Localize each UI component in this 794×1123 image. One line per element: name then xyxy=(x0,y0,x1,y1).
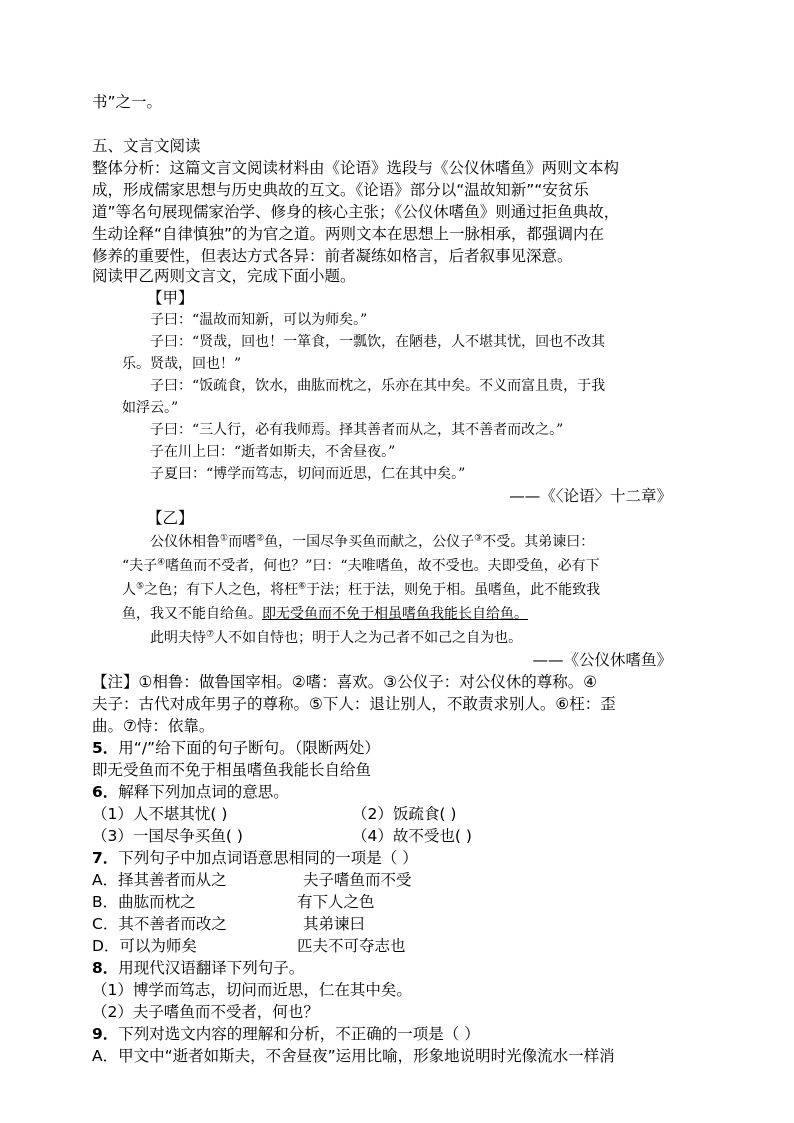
jia-line: 子在川上曰：“逝者如斯夫，不舍昼夜。” xyxy=(150,444,396,460)
jia-line: 子曰：“贤哉，回也！一箪食，一瓢饮，在陋巷，人不堪其忧，回也不改其 xyxy=(150,334,606,350)
question-text: 用现代汉语翻译下列句子。 xyxy=(118,959,305,977)
analysis-line: 整体分析：这篇文言文阅读材料由《论语》选段与《公仪休嗜鱼》两则文本构 xyxy=(92,159,620,177)
jia-line: 子曰：“饭疏食，饮水，曲肱而枕之，乐亦在其中矣。不义而富且贵，于我 xyxy=(150,378,606,394)
yi-text: “夫子 xyxy=(122,558,158,574)
instruction-text: 阅读甲乙两则文言文，完成下面小题。 xyxy=(92,267,356,285)
q7-option-c: C．其不善者而改之 xyxy=(92,915,227,933)
question-text: 下列句子中加点词语意思相同的一项是（ ） xyxy=(118,849,418,867)
yi-label: 【乙】 xyxy=(147,509,194,527)
yi-text: 人 xyxy=(122,582,136,598)
notes-line: 曲。⑦恃：依靠。 xyxy=(92,717,215,735)
yi-line xyxy=(150,532,594,552)
question-text: 解释下列加点词的意思。 xyxy=(118,783,289,801)
analysis-line: 道”等名句展现儒家治学、修身的核心主张；《公仪休嗜鱼》则通过拒鱼典故， xyxy=(92,203,620,221)
analysis-line: 生动诠释“自律慎独”的为官之道。两则文本在思想上一脉相承，都强调内在 xyxy=(92,225,605,243)
q7-option-d: D．可以为师矣 xyxy=(92,937,197,955)
question-text: 用“/”给下面的句子断句。（限断两处） xyxy=(118,739,380,757)
jia-line: 乐。贤哉，回也！” xyxy=(122,356,242,372)
question-number: 7． xyxy=(92,849,119,867)
continuation-text: 书”之一。 xyxy=(92,93,163,111)
yi-text: 而嗜 xyxy=(228,534,257,550)
q6-item-4: （4）故不受也( ) xyxy=(352,827,472,845)
jia-line: 子夏曰：“博学而笃志，切问而近思，仁在其中矣。” xyxy=(150,466,466,482)
q6-item-1: （1）人不堪其忧( ) xyxy=(92,805,228,823)
yi-text: 鱼，一国尽争买鱼而献之，公仪子 xyxy=(264,534,475,550)
question-text: 下列对选文内容的理解和分析，不正确的一项是（ ） xyxy=(118,1025,480,1043)
yi-text: 不受。其弟谏曰： xyxy=(482,534,595,550)
note-marker: ③ xyxy=(474,533,483,544)
yi-source: ——《公仪休嗜鱼》 xyxy=(532,651,672,669)
jia-label: 【甲】 xyxy=(147,289,194,307)
note-marker: ① xyxy=(220,533,229,544)
note-marker: ② xyxy=(256,533,265,544)
q8-item-1: （1）博学而笃志，切问而近思，仁在其中矣。 xyxy=(92,981,412,999)
jia-line: 如浮云。” xyxy=(122,400,179,416)
q8-item-2: （2）夫子嗜鱼而不受者，何也？ xyxy=(92,1003,319,1021)
question-number: 9． xyxy=(92,1025,119,1043)
yi-text: 人不如自恃也；明于人之为己者不如己之自为也。 xyxy=(214,630,523,646)
notes-line: 夫子：古代对成年男子的尊称。⑤下人：退让别人，不敢责求别人。⑥枉：歪 xyxy=(92,695,616,713)
jia-line: 子曰：“三人行，必有我师焉。择其善者而从之，其不善者而改之。” xyxy=(150,422,564,438)
question-6 xyxy=(92,782,289,802)
q6-item-3: （3）一国尽争买鱼( ) xyxy=(92,827,243,845)
yi-line xyxy=(122,580,600,600)
yi-line xyxy=(122,604,528,624)
notes-text: ①相鲁：做鲁国宰相。②嗜：喜欢。③公仪子：对公仪休的尊称。④ xyxy=(138,673,598,691)
question-number: 5． xyxy=(92,739,119,757)
yi-text: 于法；枉于法，则免于相。虽嗜鱼，此不能致我 xyxy=(306,582,601,598)
note-marker: ⑦ xyxy=(206,629,215,640)
yi-text: 鱼，我又不能自给鱼。 xyxy=(122,606,262,622)
notes-line xyxy=(92,672,597,692)
q7-option-d-pair: 匹夫不可夺志也 xyxy=(297,937,406,955)
analysis-line: 成，形成儒家思想与历史典故的互文。《论语》部分以“温故知新”“安贫乐 xyxy=(92,181,589,199)
q5-sentence: 即无受鱼而不免于相虽嗜鱼我能长自给鱼 xyxy=(92,761,372,779)
q6-item-2: （2）饭疏食( ) xyxy=(352,805,457,823)
question-number: 8． xyxy=(92,959,119,977)
question-5 xyxy=(92,738,380,758)
q9-option-a: A．甲文中“逝者如斯夫，不舍昼夜”运用比喻，形象地说明时光像流水一样消 xyxy=(92,1047,615,1065)
notes-label: 【注】 xyxy=(92,673,139,691)
q7-option-a: A．择其善者而从之 xyxy=(92,871,227,889)
question-9 xyxy=(92,1024,480,1044)
yi-text: 之色；有下人之色，将枉 xyxy=(144,582,299,598)
yi-text: 此明夫恃 xyxy=(150,630,206,646)
q7-option-b: B．曲肱而枕之 xyxy=(92,893,196,911)
question-8 xyxy=(92,958,304,978)
analysis-line: 修养的重要性，但表达方式各异：前者凝练如格言，后者叙事见深意。 xyxy=(92,247,573,265)
question-7 xyxy=(92,848,418,868)
question-number: 6． xyxy=(92,783,119,801)
jia-source: ——《〈论语〉十二章》 xyxy=(509,487,672,505)
section-title: 五、文言文阅读 xyxy=(92,137,201,155)
q7-option-b-pair: 有下人之色 xyxy=(297,893,375,911)
yi-line xyxy=(150,628,522,648)
note-marker: ④ xyxy=(157,557,166,568)
yi-text: 公仪休相鲁 xyxy=(150,534,220,550)
yi-text: 嗜鱼而不受者，何也？”曰：“夫唯嗜鱼，故不受也。夫即受鱼，必有下 xyxy=(165,558,600,574)
jia-line: 子曰：“温故而知新，可以为师矣。” xyxy=(150,312,368,328)
yi-line xyxy=(122,556,600,576)
underlined-sentence: 即无受鱼而不免于相虽嗜鱼我能长自给鱼。 xyxy=(262,606,528,622)
q7-option-a-pair: 夫子嗜鱼而不受 xyxy=(303,871,412,889)
note-marker: ⑥ xyxy=(298,581,307,592)
q7-option-c-pair: 其弟谏曰 xyxy=(303,915,366,933)
note-marker: ⑤ xyxy=(136,581,145,592)
